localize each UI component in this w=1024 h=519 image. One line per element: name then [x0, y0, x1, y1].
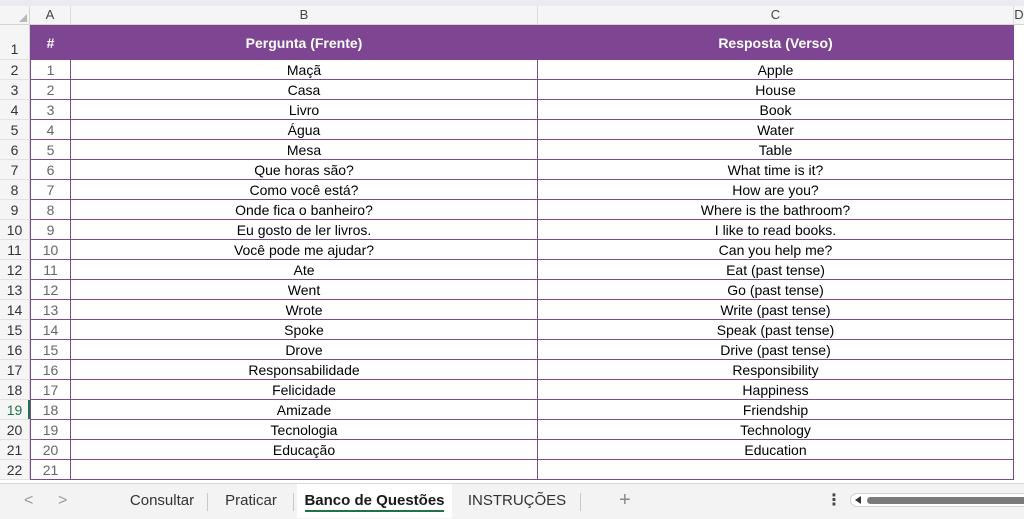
- cell-back[interactable]: Table: [538, 140, 1014, 160]
- cell-front[interactable]: Responsabilidade: [71, 360, 538, 380]
- cell-back[interactable]: Write (past tense): [538, 300, 1014, 320]
- cell-front[interactable]: Spoke: [71, 320, 538, 340]
- prev-sheet-icon[interactable]: <: [24, 492, 34, 509]
- row-number[interactable]: 19: [0, 400, 30, 420]
- header-cell-front[interactable]: Pergunta (Frente): [71, 25, 538, 60]
- cell-front[interactable]: Você pode me ajudar?: [71, 240, 538, 260]
- active-tab-underline: [305, 510, 444, 512]
- cell-back[interactable]: Water: [538, 120, 1014, 140]
- table-row: [0, 240, 1024, 260]
- column-header-c[interactable]: C: [538, 6, 1014, 24]
- cell-back[interactable]: Eat (past tense): [538, 260, 1014, 280]
- row-number[interactable]: 5: [0, 120, 30, 140]
- tab-separator: [207, 493, 208, 511]
- scroll-left-icon[interactable]: [855, 496, 861, 504]
- table-row: [0, 400, 1024, 420]
- table-row: [0, 440, 1024, 460]
- cell-front[interactable]: Casa: [71, 80, 538, 100]
- row-number[interactable]: 3: [0, 80, 30, 100]
- cell-back[interactable]: How are you?: [538, 180, 1014, 200]
- table-row: [0, 100, 1024, 120]
- cell-front[interactable]: Felicidade: [71, 380, 538, 400]
- cell-back[interactable]: House: [538, 80, 1014, 100]
- cell-number[interactable]: 14: [30, 320, 71, 340]
- cell-front[interactable]: Que horas são?: [71, 160, 538, 180]
- tab-consultar[interactable]: Consultar: [129, 492, 195, 509]
- tab-praticar[interactable]: Praticar: [225, 492, 277, 509]
- cell-number[interactable]: 7: [30, 180, 71, 200]
- cell-back[interactable]: Book: [538, 100, 1014, 120]
- cell-back[interactable]: Responsibility: [538, 360, 1014, 380]
- row-number[interactable]: 7: [0, 160, 30, 180]
- cell-front[interactable]: Amizade: [71, 400, 538, 420]
- row-number[interactable]: 15: [0, 320, 30, 340]
- header-row: [0, 25, 1024, 60]
- row-number[interactable]: 16: [0, 340, 30, 360]
- tab-label: Banco de Questões: [304, 492, 445, 509]
- column-header-d[interactable]: D: [1014, 7, 1024, 22]
- cell-number[interactable]: 10: [30, 240, 71, 260]
- cell-front[interactable]: Onde fica o banheiro?: [71, 200, 538, 220]
- table-row: [0, 60, 1024, 80]
- cell-number[interactable]: 19: [30, 420, 71, 440]
- sheet-tab-bar: [0, 483, 1024, 519]
- cell-number[interactable]: 15: [30, 340, 71, 360]
- row-number[interactable]: 20: [0, 420, 30, 440]
- cell-number[interactable]: 18: [30, 400, 71, 420]
- row-number[interactable]: 2: [0, 60, 30, 80]
- cell-back[interactable]: [538, 460, 1014, 480]
- row-number[interactable]: 4: [0, 100, 30, 120]
- cell-back[interactable]: Speak (past tense): [538, 320, 1014, 340]
- table-row: [0, 260, 1024, 280]
- row-number[interactable]: 1: [0, 25, 30, 60]
- cell-number[interactable]: 9: [30, 220, 71, 240]
- row-number[interactable]: 10: [0, 220, 30, 240]
- tab-banco-de-questoes[interactable]: [297, 484, 452, 518]
- cell-front[interactable]: Wrote: [71, 300, 538, 320]
- table-row: [0, 220, 1024, 240]
- cell-back[interactable]: Apple: [538, 60, 1014, 80]
- scrollbar-thumb[interactable]: [867, 497, 1024, 504]
- tab-instrucoes[interactable]: INSTRUÇÕES: [467, 492, 567, 509]
- table-row: [0, 460, 1024, 480]
- cell-front[interactable]: Água: [71, 120, 538, 140]
- header-cell-number[interactable]: #: [30, 25, 71, 60]
- cell-number[interactable]: 2: [30, 80, 71, 100]
- cell-number[interactable]: 17: [30, 380, 71, 400]
- row-number[interactable]: 13: [0, 280, 30, 300]
- row-number[interactable]: 21: [0, 440, 30, 460]
- tab-separator: [293, 493, 294, 511]
- cell-number[interactable]: 20: [30, 440, 71, 460]
- cell-front[interactable]: Eu gosto de ler livros.: [71, 220, 538, 240]
- column-header-a[interactable]: A: [30, 6, 71, 24]
- cell-number[interactable]: 12: [30, 280, 71, 300]
- table-row: [0, 380, 1024, 400]
- cell-back[interactable]: What time is it?: [538, 160, 1014, 180]
- next-sheet-icon[interactable]: >: [58, 492, 68, 509]
- cell-number[interactable]: 16: [30, 360, 71, 380]
- cell-front[interactable]: Educação: [71, 440, 538, 460]
- table-row: [0, 340, 1024, 360]
- row-number[interactable]: 14: [0, 300, 30, 320]
- cell-front[interactable]: Ate: [71, 260, 538, 280]
- cell-number[interactable]: 13: [30, 300, 71, 320]
- row-number[interactable]: 17: [0, 360, 30, 380]
- cell-back[interactable]: Technology: [538, 420, 1014, 440]
- cell-front[interactable]: [71, 460, 538, 480]
- table-row: [0, 120, 1024, 140]
- cell-number[interactable]: 3: [30, 100, 71, 120]
- add-sheet-icon[interactable]: +: [619, 489, 631, 511]
- table-row: [0, 180, 1024, 200]
- row-number[interactable]: 12: [0, 260, 30, 280]
- cell-front[interactable]: Drove: [71, 340, 538, 360]
- horizontal-scrollbar[interactable]: [850, 493, 1024, 507]
- cell-back[interactable]: I like to read books.: [538, 220, 1014, 240]
- cell-back[interactable]: Happiness: [538, 380, 1014, 400]
- cell-back[interactable]: Can you help me?: [538, 240, 1014, 260]
- more-options-icon[interactable]: ⋮: [826, 492, 842, 509]
- table-row: [0, 320, 1024, 340]
- row-number[interactable]: 6: [0, 140, 30, 160]
- cell-front[interactable]: Maçã: [71, 60, 538, 80]
- cell-front[interactable]: Tecnologia: [71, 420, 538, 440]
- cell-front[interactable]: Livro: [71, 100, 538, 120]
- select-all-corner[interactable]: [0, 6, 30, 24]
- table-row: [0, 80, 1024, 100]
- row-number[interactable]: 8: [0, 180, 30, 200]
- cell-front[interactable]: Mesa: [71, 140, 538, 160]
- table-row: [0, 280, 1024, 300]
- cell-number[interactable]: 1: [30, 60, 71, 80]
- table-row: [0, 140, 1024, 160]
- row-number[interactable]: 11: [0, 240, 30, 260]
- cell-number[interactable]: 4: [30, 120, 71, 140]
- cell-front[interactable]: Como você está?: [71, 180, 538, 200]
- column-header-bar: [0, 6, 1024, 25]
- cell-front[interactable]: Went: [71, 280, 538, 300]
- column-header-b[interactable]: B: [71, 6, 538, 24]
- table-row: [0, 360, 1024, 380]
- cell-back[interactable]: Go (past tense): [538, 280, 1014, 300]
- cell-number[interactable]: 11: [30, 260, 71, 280]
- header-cell-back[interactable]: Resposta (Verso): [538, 25, 1014, 60]
- cell-back[interactable]: Drive (past tense): [538, 340, 1014, 360]
- cell-back[interactable]: Where is the bathroom?: [538, 200, 1014, 220]
- table-row: [0, 300, 1024, 320]
- cell-number[interactable]: 21: [30, 460, 71, 480]
- row-number[interactable]: 18: [0, 380, 30, 400]
- table-row: [0, 160, 1024, 180]
- tab-separator: [580, 493, 581, 511]
- table-row: [0, 420, 1024, 440]
- cell-number[interactable]: 6: [30, 160, 71, 180]
- cell-number[interactable]: 5: [30, 140, 71, 160]
- cell-number[interactable]: 8: [30, 200, 71, 220]
- cell-back[interactable]: Friendship: [538, 400, 1014, 420]
- table-row: [0, 200, 1024, 220]
- cell-back[interactable]: Education: [538, 440, 1014, 460]
- row-number[interactable]: 22: [0, 460, 30, 480]
- row-number[interactable]: 9: [0, 200, 30, 220]
